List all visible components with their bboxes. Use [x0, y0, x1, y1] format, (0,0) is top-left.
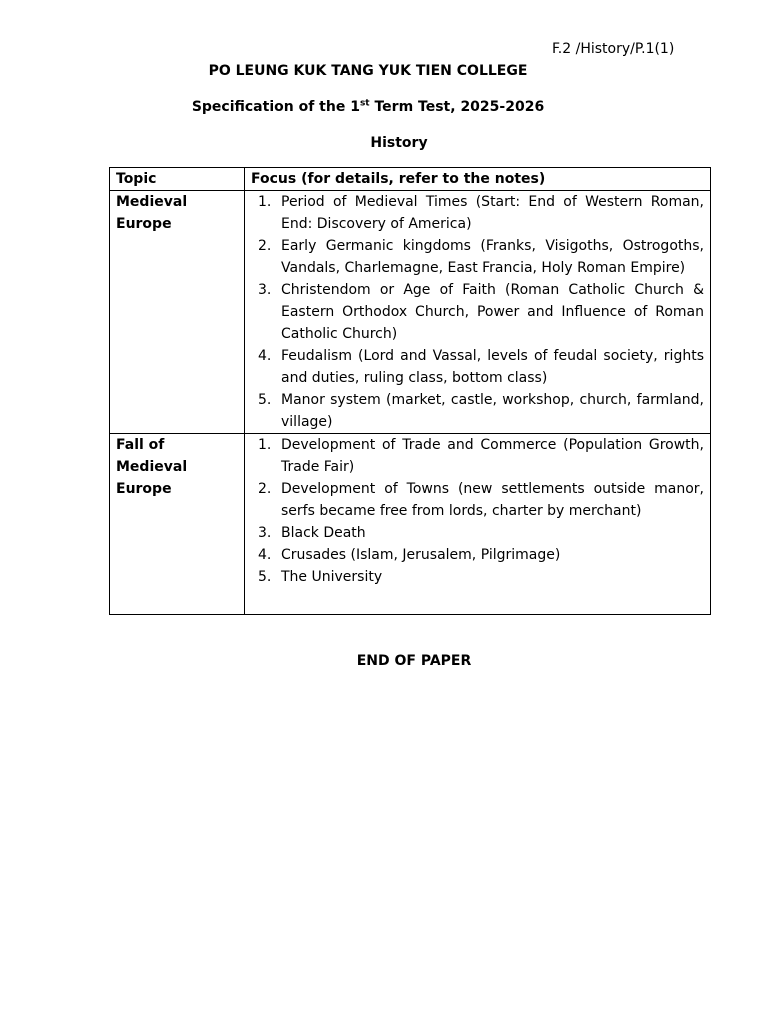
focus-cell — [245, 434, 711, 615]
school-name: PO LEUNG KUK TANG YUK TIEN COLLEGE — [208, 63, 528, 79]
table-header-row — [110, 168, 711, 191]
list-item-text: Christendom or Age of Faith (Roman Catholic Church & Eastern Orthodox Church, Power and Influence of Roman Catholic Church) — [281, 282, 704, 342]
subject-title: History — [370, 135, 428, 151]
spec-title — [0, 98, 752, 116]
spec-title-suffix: Term Test, 2025-2026 — [369, 99, 545, 115]
list-item-text: Black Death — [281, 525, 366, 541]
list-item: 5. Manor system (market, castle, workshop, church, farmland, village) — [258, 392, 704, 430]
focus-cell — [245, 191, 711, 434]
list-item: 1. Development of Trade and Commerce (Population Growth, Trade Fair) — [258, 437, 704, 475]
list-item-text: Feudalism (Lord and Vassal, levels of feudal society, rights and duties, ruling class, bottom class) — [281, 348, 704, 386]
list-item: 3. Black Death — [258, 525, 366, 541]
list-item: 4. Crusades (Islam, Jerusalem, Pilgrimage) — [258, 547, 561, 563]
page-reference: F.2 /History/P.1(1) — [552, 41, 675, 57]
specification-table — [109, 167, 711, 615]
topic-cell: Medieval Europe — [110, 191, 245, 434]
focus-column-header: Focus (for details, refer to the notes) — [245, 168, 711, 191]
list-item-text: Manor system (market, castle, workshop, church, farmland, village) — [281, 392, 704, 430]
spec-title-superscript: st — [359, 98, 370, 109]
list-item-text: The University — [281, 569, 383, 585]
list-item-text: Development of Towns (new settlements outside manor, serfs became free from lords, charter by merchant) — [281, 481, 704, 519]
table-row — [110, 434, 711, 615]
topic-column-header: Topic — [110, 168, 245, 191]
list-item-text: Crusades (Islam, Jerusalem, Pilgrimage) — [281, 547, 561, 563]
list-item-text: Development of Trade and Commerce (Population Growth, Trade Fair) — [281, 437, 704, 475]
list-item: 1. Period of Medieval Times (Start: End of Western Roman, End: Discovery of America) — [258, 194, 704, 232]
end-of-paper: END OF PAPER — [356, 653, 472, 669]
table-row — [110, 191, 711, 434]
list-item: 2. Early Germanic kingdoms (Franks, Visigoths, Ostrogoths, Vandals, Charlemagne, East Francia, Holy Roman Empire) — [258, 238, 704, 276]
list-item: 5. The University — [258, 569, 383, 585]
list-item: 4. Feudalism (Lord and Vassal, levels of feudal society, rights and duties, ruling class, bottom class) — [258, 348, 704, 386]
list-item-text: Early Germanic kingdoms (Franks, Visigoths, Ostrogoths, Vandals, Charlemagne, East Francia, Holy Roman Empire) — [281, 238, 704, 276]
list-item: 2. Development of Towns (new settlements outside manor, serfs became free from lords, charter by merchant) — [258, 481, 704, 519]
focus-list — [251, 434, 704, 588]
list-item: 3. Christendom or Age of Faith (Roman Catholic Church & Eastern Orthodox Church, Power and Influence of Roman Catholic Church) — [258, 282, 704, 342]
focus-list — [251, 191, 704, 433]
topic-cell: Fall of Medieval Europe — [110, 434, 245, 615]
spec-title-prefix: Specification of the 1 — [191, 99, 360, 115]
list-item-text: Period of Medieval Times (Start: End of Western Roman, End: Discovery of America) — [281, 194, 704, 232]
